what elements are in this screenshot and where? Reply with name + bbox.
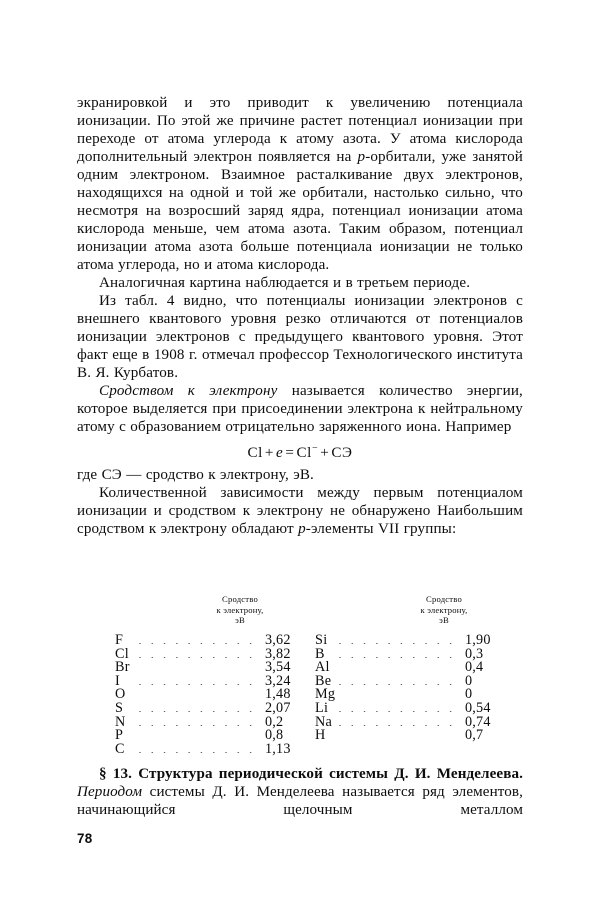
dot-leader bbox=[338, 670, 461, 671]
paragraph-shielding bbox=[77, 94, 523, 274]
element-affinity-value: 1,48 bbox=[265, 686, 291, 703]
dot-leader bbox=[138, 643, 261, 644]
dot-leader bbox=[138, 711, 261, 712]
paragraph-affinity-definition bbox=[77, 382, 523, 436]
element-symbol: N bbox=[115, 713, 126, 730]
italic-term-period: Периодом bbox=[77, 784, 143, 800]
paragraph-quantitative-relation bbox=[77, 484, 523, 538]
element-affinity-value: 1,13 bbox=[265, 740, 291, 757]
dot-leader bbox=[338, 738, 461, 739]
element-symbol: Be bbox=[315, 672, 332, 689]
element-symbol: Cl bbox=[115, 645, 130, 662]
equation-plus-2: + bbox=[320, 445, 330, 462]
column-header-right-line3: эВ bbox=[439, 615, 449, 626]
dot-leader bbox=[338, 643, 461, 644]
dot-leader bbox=[341, 697, 461, 698]
element-affinity-value: 0,54 bbox=[465, 699, 491, 716]
dot-leader bbox=[338, 657, 461, 658]
element-symbol: F bbox=[115, 632, 124, 648]
section-body-text: системы Д. И. Менделеева называется ряд элементов, начинающийся щелочным металлом bbox=[77, 784, 523, 818]
dot-leader bbox=[138, 657, 261, 658]
element-symbol: Si bbox=[315, 632, 328, 648]
element-affinity-value: 3,62 bbox=[265, 632, 291, 648]
equation-reagent-chlorine: Cl bbox=[247, 445, 263, 462]
dot-leader bbox=[138, 697, 261, 698]
paragraph-orbital-rest: -орбитали, уже занятой одним электроном. Взаимное расталкивание двух электронов, находящихся на одной и той же орбитали, настолько сильно, что несмотря на возросший заряд ядра, потенциал ионизации атома кислорода меньше, чем атома азота. Таким образом, потенциал ионизации атома азота больше потенциала ионизации не только атома углерода, но и атома кислорода. bbox=[77, 149, 524, 273]
element-affinity-value: 2,07 bbox=[265, 699, 291, 716]
dot-leader bbox=[138, 670, 261, 671]
element-affinity-value: 3,24 bbox=[265, 672, 291, 689]
equation-equals: = bbox=[285, 445, 295, 462]
column-header-right bbox=[379, 594, 509, 626]
element-affinity-value: 0,4 bbox=[465, 659, 484, 676]
column-header-right-line2: к электрону, bbox=[420, 604, 468, 615]
paragraph-where-definition: где СЭ — сродство к электрону, эВ. bbox=[77, 467, 314, 484]
column-header-right-line1: Сродство bbox=[426, 594, 462, 604]
table-row bbox=[115, 740, 311, 757]
element-symbol: P bbox=[115, 727, 124, 744]
paragraph-affinity-definition-text: называется количество энергии, которое выделяется при присоединении электрона к нейтральному атому с образованием отрицательно заряженного иона. Например bbox=[77, 383, 523, 435]
element-symbol: B bbox=[315, 645, 325, 662]
affinity-column-right bbox=[315, 634, 511, 743]
equation-electron-symbol: e bbox=[276, 445, 284, 462]
affinity-column-left bbox=[115, 634, 311, 756]
italic-p-orbital: p bbox=[357, 149, 366, 165]
column-header-left-line2: к электрону, bbox=[216, 604, 264, 615]
element-symbol: C bbox=[115, 740, 125, 757]
italic-term-electron-affinity: Сродством к электрону bbox=[99, 383, 278, 399]
dot-leader bbox=[138, 725, 261, 726]
section-13-paragraph bbox=[77, 765, 523, 819]
page-body-text bbox=[77, 94, 523, 538]
element-symbol: O bbox=[115, 686, 126, 703]
equation-chloride-anion: Cl bbox=[296, 445, 312, 462]
electron-affinity-table bbox=[77, 594, 523, 757]
table-row bbox=[315, 672, 511, 689]
element-symbol: Br bbox=[115, 659, 130, 676]
dot-leader bbox=[138, 684, 261, 685]
paragraph-p-elements-rest: -элементы VII группы: bbox=[305, 521, 457, 538]
dot-leader bbox=[138, 752, 261, 753]
element-symbol: Al bbox=[315, 659, 330, 676]
table-columns-wrapper bbox=[77, 632, 523, 757]
equation-plus-1: + bbox=[264, 445, 275, 462]
element-affinity-value: 0,7 bbox=[465, 727, 484, 744]
page-number: 78 bbox=[77, 831, 93, 846]
column-header-left bbox=[175, 594, 305, 626]
paragraph-table4-reference: Из табл. 4 видно, что потенциалы ионизации электронов с внешнего квантового уровня резко отличаются от потенциалов ионизации электронов с предыдущего квантового уровня. Этот факт еще в 1908 г. отмечал профессор Технологического института В. Я. Курбатов. bbox=[77, 293, 523, 381]
element-symbol: H bbox=[315, 727, 326, 744]
element-affinity-value: 0,74 bbox=[465, 713, 491, 730]
element-affinity-value: 0 bbox=[465, 686, 473, 703]
table-row bbox=[315, 661, 511, 675]
column-header-left-line3: эВ bbox=[235, 615, 245, 626]
section-heading: § 13. Структура периодической системы Д. И. Менделеева. bbox=[99, 766, 523, 782]
column-header-left-line1: Сродство bbox=[222, 594, 258, 604]
equation-product-affinity: СЭ bbox=[331, 445, 353, 462]
element-affinity-value: 3,54 bbox=[265, 659, 291, 676]
element-affinity-value: 0,3 bbox=[465, 645, 484, 662]
dot-leader bbox=[338, 711, 461, 712]
element-symbol: Na bbox=[315, 713, 333, 730]
paragraph-quantitative-text: Количественной зависимости между первым потенциалом ионизации и сродством к электрону не обнаружено Наибольшим сродством к электрону обладают bbox=[77, 485, 523, 538]
chemical-equation bbox=[77, 436, 523, 466]
element-affinity-value: 3,82 bbox=[265, 645, 291, 662]
element-affinity-value: 0,8 bbox=[265, 727, 284, 744]
equation-anion-charge: − bbox=[311, 443, 319, 454]
element-symbol: I bbox=[115, 672, 121, 689]
dot-leader bbox=[338, 684, 461, 685]
element-affinity-value: 0,2 bbox=[265, 713, 284, 730]
element-affinity-value: 0 bbox=[465, 672, 473, 689]
paragraph-shielding-text: экранировкой и это приводит к увеличению потенциала ионизации. По этой же причине растет потенциал ионизации при переходе от атома углерода к атому азота. У атома кислорода дополнительный электрон появляется на bbox=[77, 95, 523, 165]
element-symbol: Li bbox=[315, 699, 329, 716]
section-13-block bbox=[77, 765, 523, 819]
element-symbol: Mg bbox=[315, 686, 336, 703]
element-affinity-value: 1,90 bbox=[465, 632, 491, 648]
dot-leader bbox=[338, 725, 461, 726]
italic-p-elements: p bbox=[298, 521, 306, 538]
table-row bbox=[315, 729, 511, 743]
paragraph-analogous: Аналогичная картина наблюдается и в третьем периоде. bbox=[99, 275, 471, 291]
table-column-headers bbox=[77, 594, 523, 634]
dot-leader bbox=[138, 738, 261, 739]
element-symbol: S bbox=[115, 699, 124, 716]
